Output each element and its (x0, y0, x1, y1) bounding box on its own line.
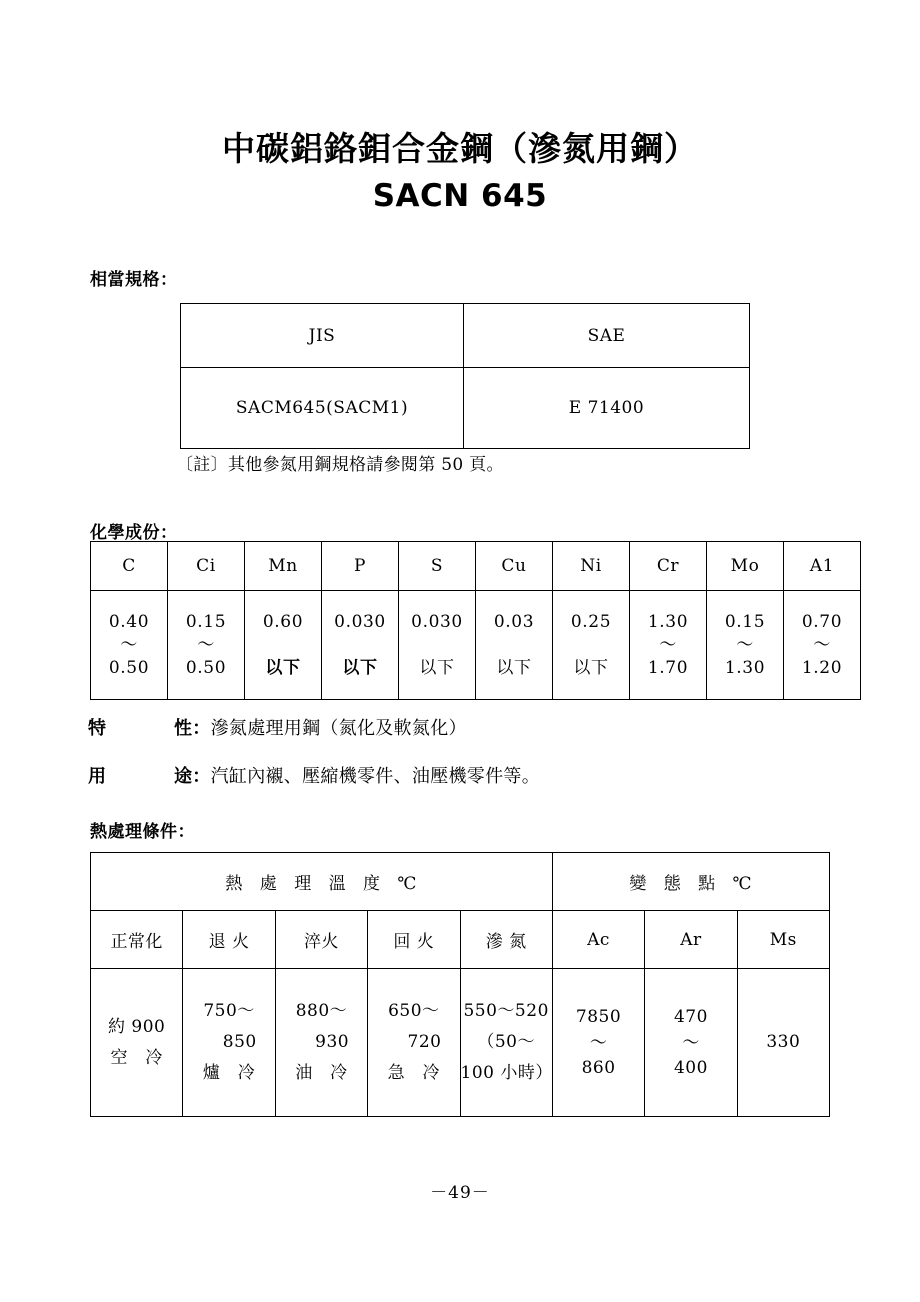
title-grade-code: SACN 645 (372, 178, 548, 214)
annealing-line1: 750〜 (203, 1001, 255, 1021)
section-label-heat-treatment: 熱處理條件： (90, 822, 195, 842)
header-cell-ac: Ac (552, 911, 644, 969)
value-cell-normalizing (91, 969, 183, 1117)
ac-line2: 〜 (589, 1030, 608, 1055)
value-cell-mn (245, 591, 322, 700)
value-cell-nitriding (460, 969, 552, 1117)
value-cell-mo (707, 591, 784, 700)
chem-ni-top: 0.25 (570, 612, 612, 632)
ar-line3: 400 (673, 1057, 708, 1078)
heat-treatment-table (90, 852, 830, 1117)
chem-mn-top: 0.60 (262, 612, 304, 632)
value-cell-cu (476, 591, 553, 700)
header-cell-ni: Ni (553, 542, 630, 591)
header-cell-quenching: 淬火 (275, 911, 367, 969)
page-number: －49－ (430, 1183, 490, 1203)
chem-c-bottom: 0.50 (108, 658, 150, 678)
chem-c-top: 0.40 (108, 612, 150, 632)
properties-key (88, 714, 211, 740)
title-main-text: 中碳鋁鉻鉬合金鋼（滲氮用鋼） (222, 129, 698, 168)
chemical-composition-table (90, 541, 861, 700)
equivalent-specs-table (180, 303, 750, 449)
chem-p-bottom: 以下 (342, 658, 378, 678)
header-cell-cu: Cu (476, 542, 553, 591)
value-cell-s (399, 591, 476, 700)
section-label-equivalent-specs: 相當規格： (90, 270, 178, 290)
ac-line3: 860 (581, 1057, 616, 1078)
value-cell-ac (552, 969, 644, 1117)
header-cell-jis: JIS (181, 304, 464, 368)
ms-line2: 330 (766, 1032, 801, 1052)
table-row (181, 304, 750, 368)
header-cell-c: C (91, 542, 168, 591)
page-title (0, 128, 920, 216)
normalizing-line1: 約 900 (108, 1016, 166, 1037)
chem-cu-top: 0.03 (493, 612, 535, 632)
value-cell-jis: SACM645(SACM1) (181, 368, 464, 449)
chem-ni-bottom: 以下 (573, 658, 609, 678)
annealing-line3: 爐 冷 (202, 1063, 256, 1083)
header-cell-ms: Ms (737, 911, 829, 969)
quenching-line3: 油 冷 (295, 1063, 348, 1083)
uses-value: 汽缸內襯、壓縮機零件、油壓機零件等。 (210, 766, 541, 787)
annealing-line2: 850 (222, 1032, 257, 1052)
chem-cr-bottom: 1.70 (647, 658, 689, 678)
header-cell-normalizing: 正常化 (91, 911, 183, 969)
value-cell-ci (168, 591, 245, 700)
header-cell-nitriding: 滲 氮 (460, 911, 552, 969)
value-cell-tempering (368, 969, 460, 1117)
value-cell-cr (630, 591, 707, 700)
header-cell-p: P (322, 542, 399, 591)
header-cell-al: A1 (784, 542, 861, 591)
section-label-chemical-composition: 化學成份： (90, 523, 178, 543)
nitriding-line1: 550〜520 (463, 1001, 549, 1021)
tempering-line1: 650〜 (388, 1001, 440, 1021)
value-cell-p (322, 591, 399, 700)
chem-s-bottom: 以下 (419, 658, 455, 678)
normalizing-line3: 空 冷 (110, 1047, 163, 1068)
table-row (91, 591, 861, 700)
chem-al-bottom: 1.20 (801, 658, 843, 678)
header-cell-mn: Mn (245, 542, 322, 591)
chem-s-top: 0.030 (411, 612, 463, 632)
header-cell-heat-temperature: 熱 處 理 溫 度 ℃ (91, 853, 553, 911)
chem-c-tilde: 〜 (120, 632, 138, 658)
uses-key (88, 762, 211, 788)
tempering-line2: 720 (407, 1032, 442, 1052)
table-row (91, 542, 861, 591)
chem-p-top: 0.030 (334, 612, 386, 632)
header-cell-mo: Mo (707, 542, 784, 591)
chem-cu-bottom: 以下 (496, 658, 532, 678)
table-row (91, 853, 830, 911)
chem-mo-tilde: 〜 (736, 632, 754, 658)
header-cell-sae: SAE (464, 304, 750, 368)
value-cell-ar (645, 969, 737, 1117)
uses-key-char: 用 (88, 766, 107, 787)
table-row (181, 368, 750, 449)
uses-key-suffix: 途： (174, 766, 211, 787)
properties-value: 滲氮處理用鋼（氮化及軟氮化） (210, 718, 467, 739)
chem-ci-tilde: 〜 (197, 632, 215, 658)
ac-line1: 7850 (575, 1006, 622, 1027)
value-cell-ms (737, 969, 829, 1117)
header-cell-ci: Ci (168, 542, 245, 591)
ar-line1: 470 (673, 1006, 708, 1027)
header-cell-ar: Ar (645, 911, 737, 969)
header-cell-s: S (399, 542, 476, 591)
value-cell-al (784, 591, 861, 700)
header-cell-cr: Cr (630, 542, 707, 591)
chem-al-top: 0.70 (801, 612, 843, 632)
properties-key-char: 特 (88, 718, 107, 739)
table-row (91, 969, 830, 1117)
value-cell-quenching (275, 969, 367, 1117)
tempering-line3: 急 冷 (387, 1063, 441, 1083)
chem-cr-top: 1.30 (647, 612, 689, 632)
value-cell-c (91, 591, 168, 700)
chem-cr-tilde: 〜 (659, 632, 677, 658)
properties-key-suffix: 性： (174, 718, 211, 739)
value-cell-sae: E 71400 (464, 368, 750, 449)
chem-al-tilde: 〜 (813, 632, 831, 658)
quenching-line2: 930 (315, 1032, 350, 1052)
table-row (91, 911, 830, 969)
header-cell-annealing: 退 火 (183, 911, 275, 969)
chem-ci-bottom: 0.50 (185, 658, 227, 678)
chem-mo-top: 0.15 (724, 612, 766, 632)
properties-row (88, 714, 467, 740)
uses-row (88, 762, 540, 788)
chem-mo-bottom: 1.30 (724, 658, 766, 678)
nitriding-line3: （50〜100 小時） (460, 1032, 553, 1083)
header-cell-tempering: 回 火 (368, 911, 460, 969)
equivalent-specs-note: 〔註〕其他參氮用鋼規格請參閱第 50 頁。 (176, 455, 504, 475)
header-cell-transformation-point: 變 態 點 ℃ (552, 853, 829, 911)
value-cell-ni (553, 591, 630, 700)
ar-line2: 〜 (682, 1030, 700, 1055)
chem-mn-bottom: 以下 (265, 658, 301, 678)
quenching-line1: 880〜 (295, 1001, 348, 1021)
value-cell-annealing (183, 969, 275, 1117)
chem-ci-top: 0.15 (185, 612, 227, 632)
